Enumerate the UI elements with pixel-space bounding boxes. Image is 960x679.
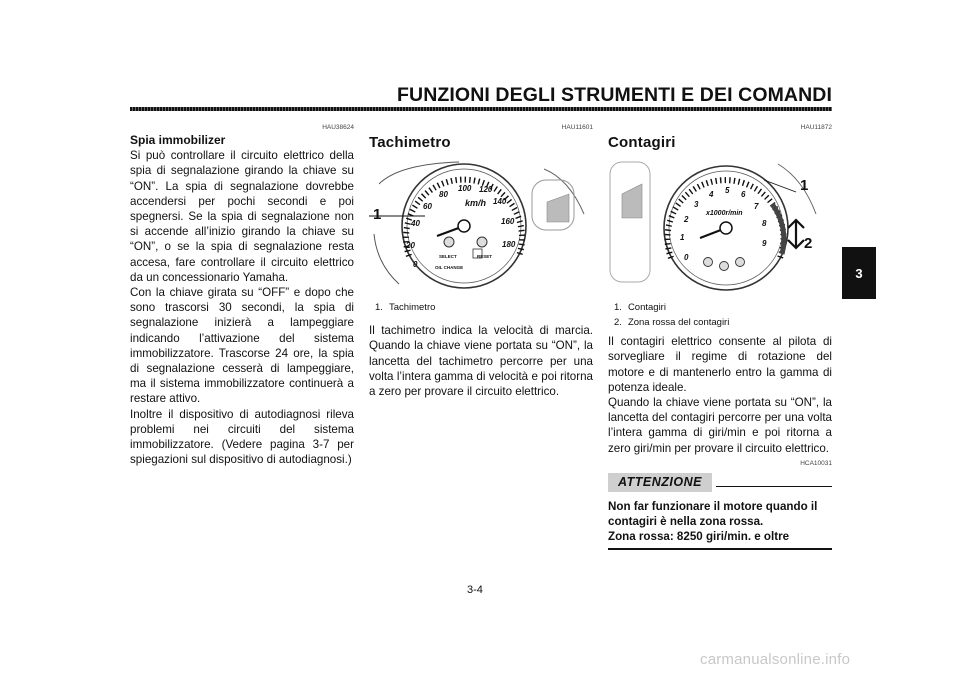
scale-label: 160 [501,217,515,227]
scale-label: 180 [502,240,516,250]
warning-bottom-rule [608,548,832,550]
paragraph: Il contagiri elettrico consente al pilota di sorvegliare il regime di rotazione del motore e di mantenerlo entro la gamma di potenza ideale. [608,335,832,394]
scale-label: 1 [680,233,685,243]
scale-label: 8 [762,219,767,229]
section-heading: Contagiri [608,134,676,151]
callout-number: 2 [804,235,813,253]
caption-number: 1. [375,302,383,314]
chapter-tab[interactable]: 3 [842,247,876,299]
section-heading: Spia immobilizer [130,133,226,147]
scale-label: 40 [411,219,420,229]
page-number: 3-4 [467,584,483,596]
section-code: HAU11601 [561,124,593,131]
paragraph: Con la chiave girata su “OFF” e dopo che sono trascorsi 30 secondi, la spia di segnalazione inizierà a lampeggiare indicando l’attivazione del sistema immobilizzatore. Trascorse 24 ore, la spia di segnalazione cesserà di lampeggiare, ma il sistema immobilizzatore continuerà a restare attivo. [130,286,354,406]
scale-label: 6 [741,190,746,200]
figure-caption [614,300,832,330]
scale-label: 140 [493,197,507,207]
select-button-label: SELECT [439,254,457,260]
scale-label: 4 [709,190,714,200]
section-code: HAU11872 [800,124,832,131]
scale-label: 0 [684,253,689,263]
callout-number: 1 [373,206,382,224]
attention-block [608,473,832,499]
paragraph: Si può controllare il circuito elettrico della spia di segnalazione girando la chiave su “ON”. La spia di segnalazione dovrebbe accendersi per pochi secondi e poi spegnersi. Se la spia di segnalazione non si accende all’inizio girando la chiave su “ON”, o se la spia di segnalazione resta accesa, fare controllare il circuito elettrico da un concessionario Yamaha. [130,149,354,284]
caption-number: 1. [614,302,622,314]
caption-text: Zona rossa del contagiri [627,317,730,329]
paragraph: Il tachimetro indica la velocità di marcia. Quando la chiave viene portata su “ON”, la lancetta del tachimetro percorre per una volta l’intera gamma di velocità e poi ritorna a zero per provare il circuito elettrico. [369,324,593,399]
column-speedometer [369,120,593,399]
tachometer-figure [608,154,832,294]
scale-label: 0 [413,260,418,270]
scale-label: 2 [684,215,689,225]
paragraph: Inoltre il dispositivo di autodiagnosi rileva problemi nei circuiti del sistema immobilizzatore. (Vedere pagina 3-7 per spiegazioni sul dispositivo di autodiagnosi.) [130,407,354,467]
column-tachometer [608,120,832,550]
warning-code: HCA10031 [800,459,832,467]
tachometer-illustration [608,154,832,294]
section-heading: Tachimetro [369,134,451,151]
oil-change-label: OIL CHANGE [435,265,464,271]
paragraph: Quando la chiave viene portata su “ON”, la lancetta del contagiri percorre per una volta l’intera gamma di giri/min e poi ritorna a zero giri/min per provare il circuito elettrico. [608,396,832,455]
caption-number: 2. [614,317,622,329]
figure-caption [375,300,593,315]
column-immobilizer [130,120,354,467]
attention-rule [716,486,832,488]
scale-label: 80 [439,190,448,200]
caption-text: Contagiri [627,302,666,314]
scale-label: 3 [694,200,699,210]
scale-label: 9 [762,239,767,249]
watermark: carmanualsonline.info [700,651,851,668]
scale-label: 120 [479,185,493,195]
caption-text: Tachimetro [388,302,436,314]
caption-item [375,300,593,315]
attention-label: ATTENZIONE [608,473,712,492]
section-code: HAU38624 [322,124,354,131]
header-rule [130,107,832,111]
caption-item [614,300,832,315]
scale-label: 100 [458,184,472,194]
scale-label: 5 [725,186,730,196]
reset-button-label: RESET [477,254,493,260]
warning-text: Zona rossa: 8250 giri/min. e oltre [608,530,790,544]
rpm-unit-label: x1000r/min [706,210,743,218]
speedometer-figure [369,154,593,294]
callout-number: 1 [800,177,809,195]
scale-label: 60 [423,202,432,212]
page-header-title: FUNZIONI DEGLI STRUMENTI E DEI COMANDI [397,84,832,106]
speed-unit-label: km/h [465,198,487,209]
speedometer-illustration [369,154,593,294]
scale-label: 20 [406,241,415,251]
warning-text: Non far funzionare il motore quando il contagiri è nella zona rossa. [608,499,818,529]
caption-item [614,315,832,330]
scale-label: 7 [754,202,759,212]
